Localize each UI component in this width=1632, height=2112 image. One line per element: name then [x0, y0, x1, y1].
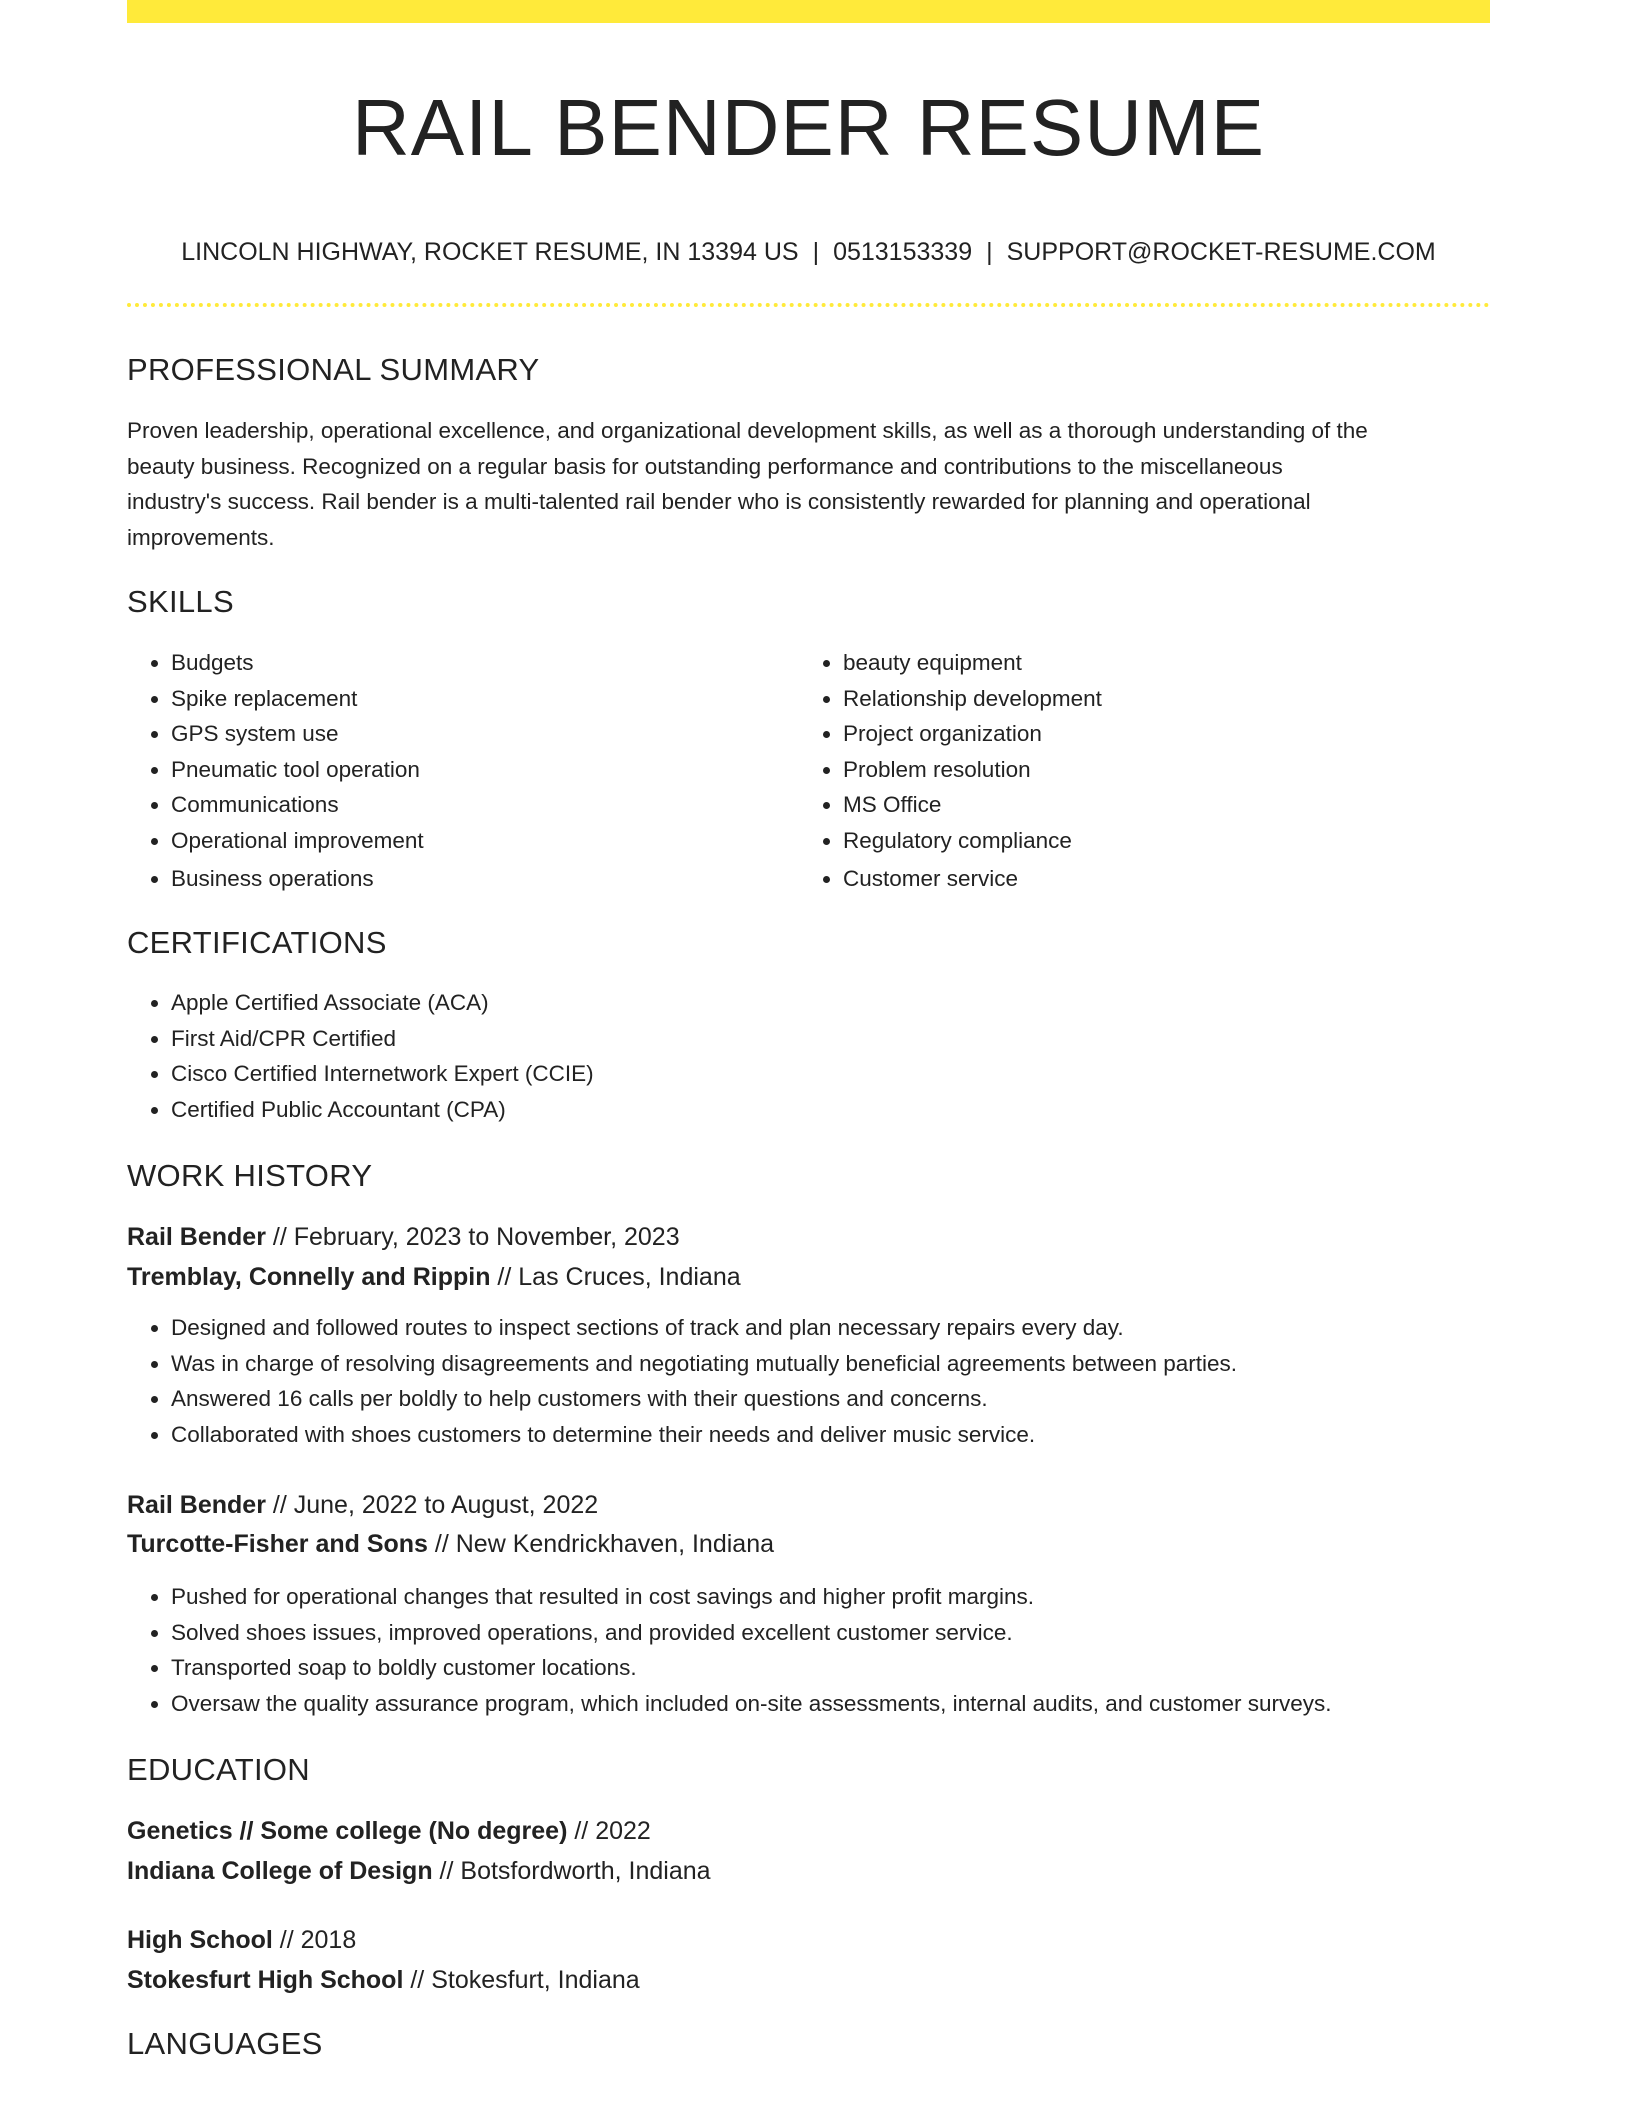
- certifications-heading: CERTIFICATIONS: [127, 925, 387, 960]
- contact-separator: |: [812, 238, 820, 266]
- job-location: Las Cruces, Indiana: [518, 1263, 741, 1291]
- job-company: Tremblay, Connelly and Rippin: [127, 1263, 491, 1291]
- job-company-line: [127, 1258, 741, 1296]
- skill-item: • Regulatory compliance: [843, 823, 1463, 859]
- job-title-line: [127, 1486, 598, 1524]
- certification-item: • Certified Public Accountant (CPA): [171, 1092, 1471, 1128]
- job-dates: February, 2023 to November, 2023: [293, 1223, 680, 1251]
- languages-heading: LANGUAGES: [127, 2026, 323, 2061]
- contact-email[interactable]: SUPPORT@ROCKET-RESUME.COM: [1006, 238, 1436, 266]
- skill-item: • Operational improvement: [171, 823, 791, 859]
- job-role: Rail Bender: [127, 1491, 266, 1519]
- contact-address: LINCOLN HIGHWAY, ROCKET RESUME, IN 13394 US: [181, 238, 799, 266]
- job-bullet: • Solved shoes issues, improved operations, and provided excellent customer service.: [171, 1615, 1534, 1651]
- job-bullets: [127, 1579, 1534, 1721]
- separator: //: [272, 1926, 301, 1954]
- contact-line: [127, 234, 1490, 270]
- job-company-line: [127, 1525, 774, 1563]
- skill-item: • Problem resolution: [843, 752, 1463, 788]
- contact-separator: |: [986, 238, 993, 266]
- job-location: New Kendrickhaven, Indiana: [455, 1530, 774, 1558]
- education-location: Stokesfurt, Indiana: [431, 1966, 640, 1994]
- education-year: 2018: [300, 1926, 357, 1954]
- education-school-line: [127, 1961, 640, 1999]
- separator: //: [432, 1857, 461, 1885]
- skill-item: • Budgets: [171, 645, 791, 681]
- job-bullet: • Oversaw the quality assurance program, which included on-site assessments, internal audits, and customer surveys.: [171, 1686, 1534, 1722]
- separator: //: [265, 1223, 294, 1251]
- job-dates: June, 2022 to August, 2022: [293, 1491, 599, 1519]
- separator: //: [567, 1817, 596, 1845]
- job-role: Rail Bender: [127, 1223, 266, 1251]
- skill-item: • beauty equipment: [843, 645, 1463, 681]
- job-title-line: [127, 1218, 680, 1256]
- certifications-list: [127, 985, 1471, 1127]
- education-school: Indiana College of Design: [127, 1857, 433, 1885]
- summary-text: [127, 413, 1490, 555]
- skill-item: • Customer service: [843, 861, 1463, 897]
- summary-line: Proven leadership, operational excellence, and organizational development skills, as well as a thorough understanding of the: [127, 418, 1368, 443]
- separator: //: [490, 1263, 519, 1291]
- education-school: Stokesfurt High School: [127, 1966, 404, 1994]
- job-bullet: • Was in charge of resolving disagreements and negotiating mutually beneficial agreements between parties.: [171, 1346, 1501, 1382]
- education-degree: High School: [127, 1926, 273, 1954]
- job-bullet: • Collaborated with shoes customers to determine their needs and deliver music service.: [171, 1417, 1501, 1453]
- skills-heading: SKILLS: [127, 584, 234, 619]
- job-company: Turcotte-Fisher and Sons: [127, 1530, 428, 1558]
- resume-name: RAIL BENDER RESUME: [352, 83, 1265, 172]
- summary-line: beauty business. Recognized on a regular basis for outstanding performance and contributions to the miscellaneous: [127, 453, 1283, 479]
- job-bullets: [127, 1310, 1501, 1452]
- skill-item: • Communications: [171, 787, 791, 823]
- top-accent-bar: [127, 0, 1490, 23]
- certification-item: • First Aid/CPR Certified: [171, 1021, 1471, 1057]
- separator: //: [427, 1530, 456, 1558]
- separator: //: [403, 1966, 432, 1994]
- dotted-divider: [127, 303, 1490, 307]
- skill-item: • Pneumatic tool operation: [171, 752, 791, 788]
- summary-heading: PROFESSIONAL SUMMARY: [127, 352, 540, 387]
- education-degree-line: [127, 1921, 356, 1959]
- skill-item: • Project organization: [843, 716, 1463, 752]
- certification-item: • Cisco Certified Internetwork Expert (CCIE): [171, 1056, 1471, 1092]
- skill-item: • Spike replacement: [171, 681, 791, 717]
- education-degree: Genetics // Some college (No degree): [127, 1817, 568, 1845]
- education-year: 2022: [595, 1817, 651, 1845]
- education-heading: EDUCATION: [127, 1752, 310, 1787]
- education-location: Botsfordworth, Indiana: [460, 1857, 711, 1885]
- certification-item: • Apple Certified Associate (ACA): [171, 985, 1471, 1021]
- skill-item: • GPS system use: [171, 716, 791, 752]
- education-degree-line: [127, 1812, 651, 1850]
- job-bullet: • Designed and followed routes to inspect sections of track and plan necessary repairs every day.: [171, 1310, 1501, 1346]
- skills-list-right: [799, 645, 1463, 896]
- skill-item: • Relationship development: [843, 681, 1463, 717]
- summary-line: improvements.: [127, 524, 275, 550]
- job-bullet: • Pushed for operational changes that resulted in cost savings and higher profit margins.: [171, 1579, 1534, 1615]
- separator: //: [265, 1491, 294, 1519]
- job-bullet: • Transported soap to boldly customer locations.: [171, 1650, 1534, 1686]
- skill-item: • MS Office: [843, 787, 1463, 823]
- contact-phone: 0513153339: [833, 238, 973, 266]
- summary-line: industry's success. Rail bender is a multi-talented rail bender who is consistently rewarded for planning and operational: [127, 489, 1311, 515]
- education-school-line: [127, 1852, 711, 1890]
- work-history-heading: WORK HISTORY: [127, 1158, 373, 1193]
- skills-list-left: [127, 645, 791, 896]
- job-bullet: • Answered 16 calls per boldly to help customers with their questions and concerns.: [171, 1381, 1501, 1417]
- skill-item: • Business operations: [171, 861, 791, 897]
